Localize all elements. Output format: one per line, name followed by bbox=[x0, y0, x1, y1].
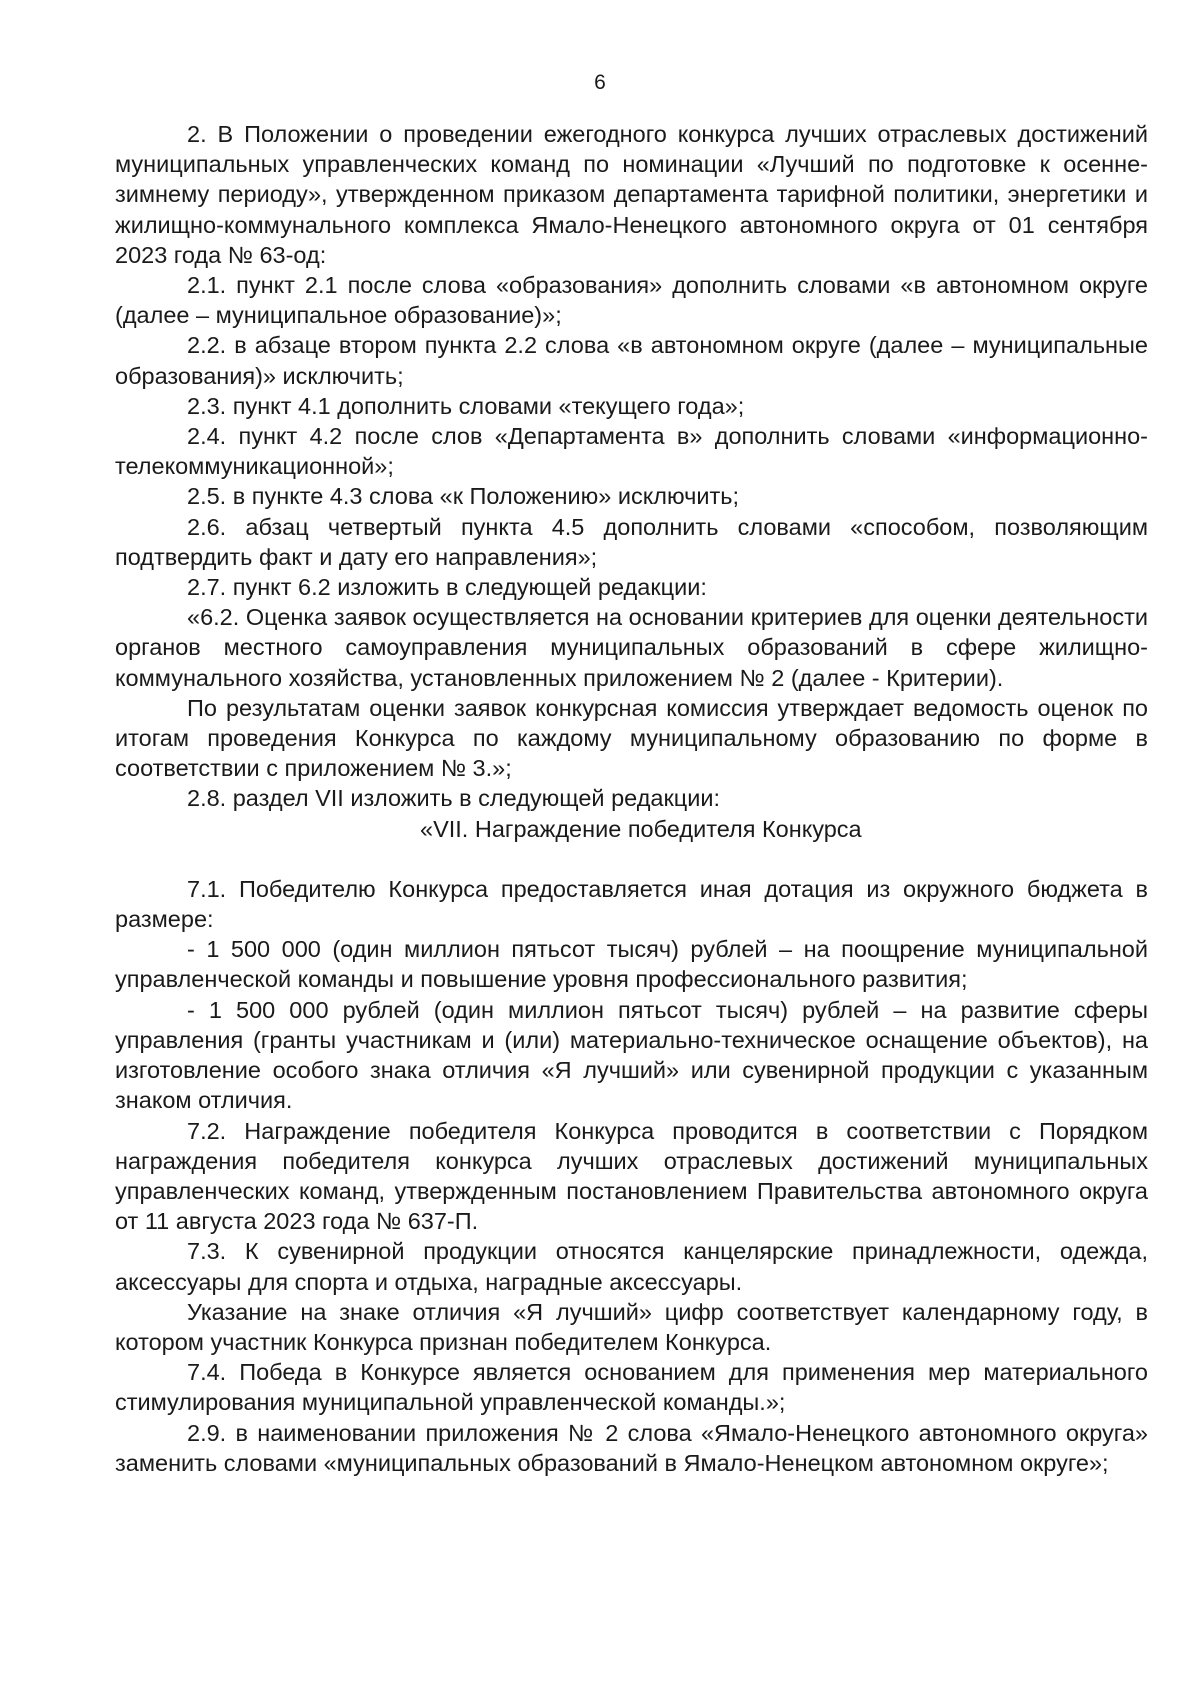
paragraph-2-6: 2.6. абзац четвертый пункта 4.5 дополнить словами «способом, позволяющим подтвердить факт и дату его направления»; bbox=[115, 513, 1148, 570]
page-number: 6 bbox=[594, 71, 606, 94]
paragraph-7-1-item-1: - 1 500 000 (один миллион пятьсот тысяч) рублей – на поощрение муниципальной управленческой команды и повышение уровня профессионального развития; bbox=[115, 936, 1148, 993]
section-heading-vii: «VII. Награждение победителя Конкурса bbox=[420, 815, 862, 842]
paragraph-6-2: «6.2. Оценка заявок осуществляется на основании критериев для оценки деятельности органов местного самоуправления муниципальных образований в сфере жилищно-коммунального хозяйства, установленных приложением № 2 (далее - Критерии). bbox=[115, 604, 1148, 691]
paragraph-7-1: 7.1. Победителю Конкурса предоставляется иная дотация из окружного бюджета в размере: bbox=[115, 875, 1148, 933]
paragraph-2-7: 2.7. пункт 6.2 изложить в следующей редакции: bbox=[187, 574, 707, 601]
paragraph-7-4: 7.4. Победа в Конкурсе является основанием для применения мер материального стимулирования муниципальной управленческой команды.»; bbox=[115, 1359, 1148, 1416]
paragraph-7-1-item-2: - 1 500 000 рублей (один миллион пятьсот тысяч) рублей – на развитие сферы управления (гранты участникам и (или) материально-техническое оснащение объектов), на изготовление особого знака отличия «Я лучший» или сувенирной продукции с указанным знаком отличия. bbox=[115, 996, 1148, 1114]
document-body bbox=[115, 119, 1148, 1478]
paragraph-6-2-results: По результатам оценки заявок конкурсная комиссия утверждает ведомость оценок по итогам проведения Конкурса по каждому муниципальному образованию по форме в соответствии с приложением № 3.»; bbox=[115, 694, 1148, 782]
paragraph-7-2: 7.2. Награждение победителя Конкурса проводится в соответствии с Порядком награждения победителя конкурса лучших отраслевых достижений муниципальных управленческих команд, утвержденным постановлением Правительства автономного округа от 11 августа 2023 года № 637-П. bbox=[115, 1117, 1148, 1235]
paragraph-2-4: 2.4. пункт 4.2 после слов «Департамента в» дополнить словами «информационно-телекоммуникационной»; bbox=[115, 423, 1148, 480]
paragraph-7-3-note: Указание на знаке отличия «Я лучший» цифр соответствует календарному году, в котором участник Конкурса признан победителем Конкурса. bbox=[115, 1298, 1148, 1355]
paragraph-intro: 2. В Положении о проведении ежегодного конкурса лучших отраслевых достижений муниципальных управленческих команд по номинации «Лучший по подготовке к осенне-зимнему периоду», утвержденном приказом департамента тарифной политики, энергетики и жилищно-коммунального комплекса Ямало-Ненецкого автономного округа от 01 сентября 2023 года № 63-од: bbox=[115, 121, 1148, 268]
paragraph-2-9: 2.9. в наименовании приложения № 2 слова «Ямало-Ненецкого автономного округа» заменить словами «муниципальных образований в Ямало-Ненецком автономном округе»; bbox=[115, 1419, 1148, 1476]
paragraph-7-3: 7.3. К сувенирной продукции относятся канцелярские принадлежности, одежда, аксессуары для спорта и отдыха, наградные аксессуары. bbox=[115, 1238, 1148, 1295]
paragraph-2-8: 2.8. раздел VII изложить в следующей редакции: bbox=[187, 785, 721, 812]
paragraph-2-1: 2.1. пункт 2.1 после слова «образования» дополнить словами «в автономном округе (далее – муниципальное образование)»; bbox=[115, 272, 1148, 329]
paragraph-2-5: 2.5. в пункте 4.3 слова «к Положению» исключить; bbox=[187, 483, 740, 510]
paragraph-2-2: 2.2. в абзаце втором пункта 2.2 слова «в автономном округе (далее – муниципальные образования)» исключить; bbox=[115, 332, 1148, 389]
paragraph-2-3: 2.3. пункт 4.1 дополнить словами «текущего года»; bbox=[187, 392, 745, 419]
